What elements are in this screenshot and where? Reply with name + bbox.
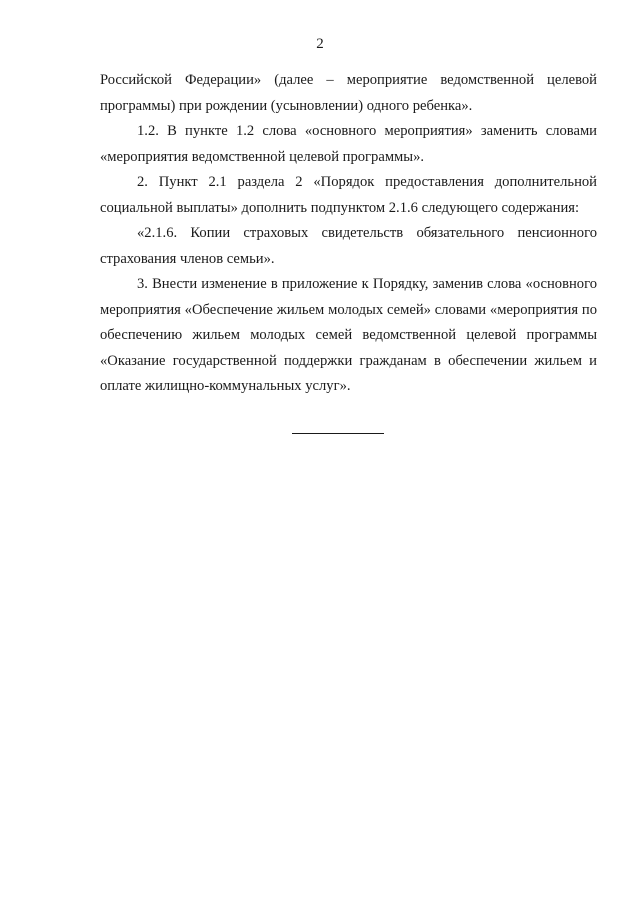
page-number: 2 <box>316 36 324 52</box>
document-body <box>100 68 597 400</box>
paragraph-3: 3. Внести изменение в приложение к Порядку, заменив слова «основного мероприятия «Обеспечение жильем молодых семей» словами «мероприятия по обеспечению жильем молодых семей ведомственной целевой программы «Оказание государственной поддержки гражданам в обеспечении жильем и оплате жилищно-коммунальных услуг». <box>100 276 597 394</box>
paragraph-2: 2. Пункт 2.1 раздела 2 «Порядок предоставления дополнительной социальной выплаты» дополнить подпунктом 2.1.6 следующего содержания: <box>100 174 597 216</box>
end-of-text-rule <box>292 433 384 434</box>
paragraph-1-2: 1.2. В пункте 1.2 слова «основного мероприятия» заменить словами «мероприятия ведомственной целевой программы». <box>100 123 597 165</box>
paragraph-continuation: Российской Федерации» (далее – мероприятие ведомственной целевой программы) при рождении (усыновлении) одного ребенка». <box>100 72 597 114</box>
paragraph-2-1-6: «2.1.6. Копии страховых свидетельств обязательного пенсионного страхования членов семьи». <box>100 225 597 267</box>
